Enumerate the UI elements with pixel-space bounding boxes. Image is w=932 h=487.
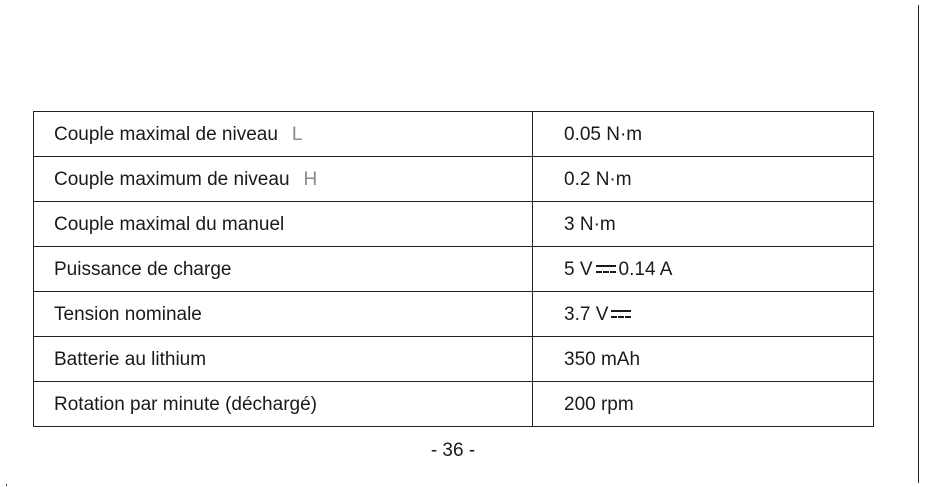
dc-current-icon <box>611 310 631 318</box>
spec-value: 0.05 N·m <box>533 112 874 157</box>
level-indicator-l: L <box>291 123 303 145</box>
page-edge-rule <box>918 5 919 483</box>
spec-value-cell <box>533 247 874 292</box>
spec-label: Batterie au lithium <box>34 337 533 382</box>
spec-value-suffix: 0.14 A <box>618 258 673 280</box>
dc-current-icon <box>596 265 616 273</box>
table-row <box>34 202 874 247</box>
spec-label: Couple maximal de niveau <box>54 123 278 145</box>
spec-value: 3 N·m <box>533 202 874 247</box>
page-number: - 36 - <box>430 440 476 461</box>
spec-label-cell <box>34 112 533 157</box>
spec-value: 200 rpm <box>533 382 874 427</box>
specifications-table <box>33 111 874 427</box>
spec-label: Puissance de charge <box>34 247 533 292</box>
spec-value-prefix: 3.7 V <box>564 303 609 325</box>
level-indicator-h: H <box>303 168 318 190</box>
spec-label: Tension nominale <box>34 292 533 337</box>
spec-value-prefix: 5 V <box>564 258 593 280</box>
table-row <box>34 157 874 202</box>
table-row <box>34 292 874 337</box>
spec-value-cell <box>533 292 874 337</box>
spec-label: Couple maximal du manuel <box>34 202 533 247</box>
corner-mark <box>6 484 7 486</box>
table-row <box>34 112 874 157</box>
spec-label-cell <box>34 157 533 202</box>
table-row <box>34 382 874 427</box>
spec-label: Couple maximum de niveau <box>54 168 290 190</box>
table-row <box>34 337 874 382</box>
spec-label: Rotation par minute (déchargé) <box>34 382 533 427</box>
spec-value: 0.2 N·m <box>533 157 874 202</box>
table-row <box>34 247 874 292</box>
spec-value: 350 mAh <box>533 337 874 382</box>
